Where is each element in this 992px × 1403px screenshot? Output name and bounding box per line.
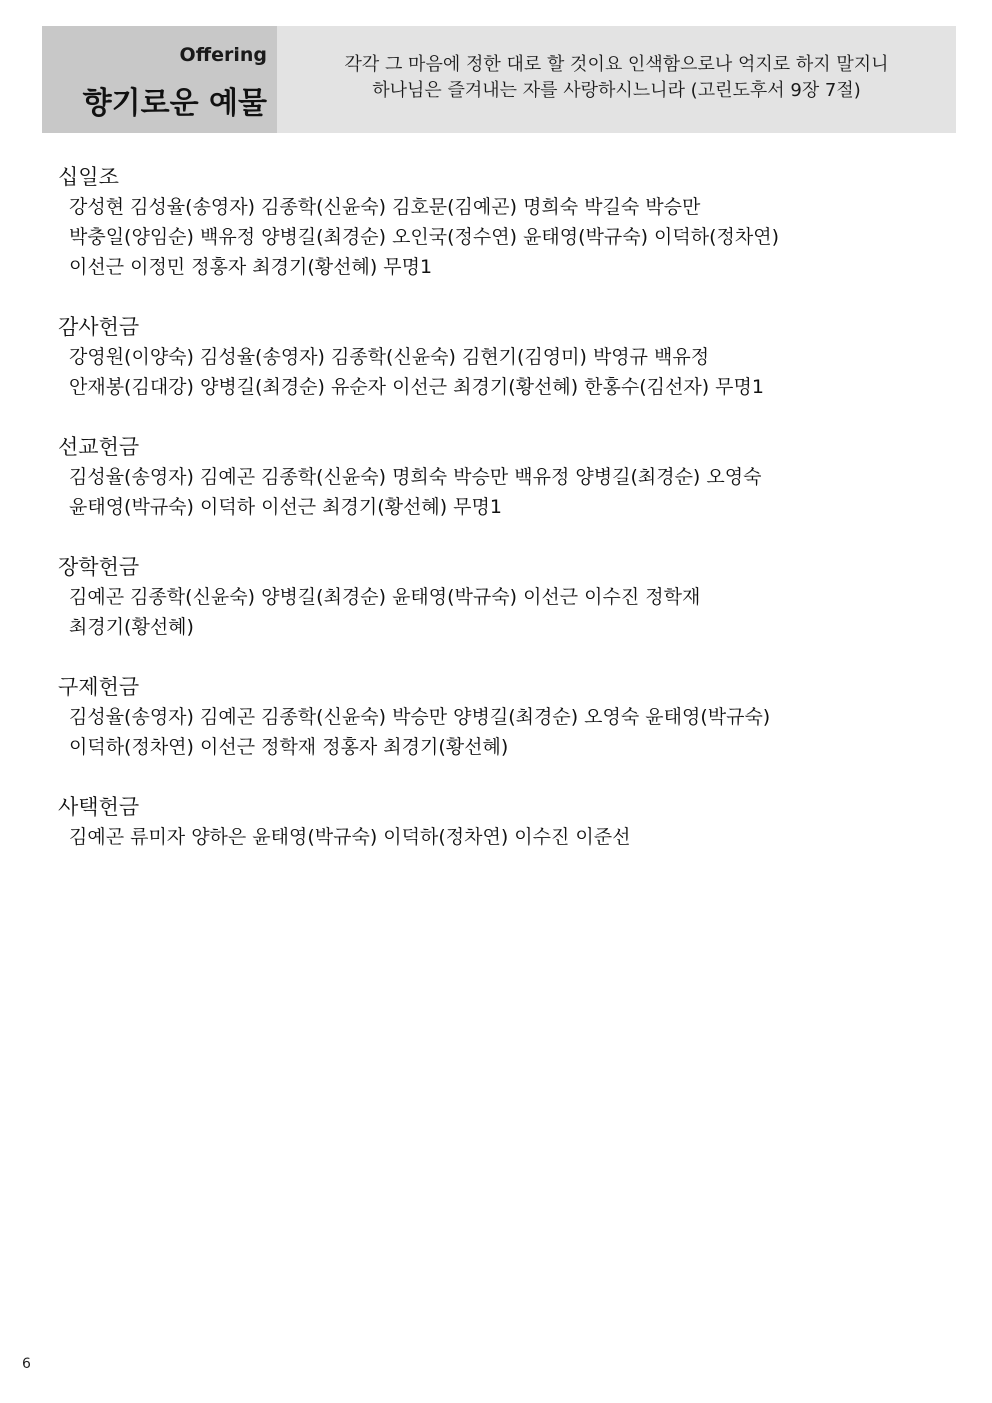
verse-line: 하나님은 즐겨내는 자를 사랑하시느니라 (고린도후서 9장 7절) — [372, 80, 861, 101]
names-block — [58, 462, 938, 522]
names-line: 김예곤 김종학(신윤숙) 양병길(최경순) 윤태영(박규숙) 이선근 이수진 정학재 — [69, 586, 701, 608]
names-line: 윤태영(박규숙) 이덕하 이선근 최경기(황선혜) 무명1 — [69, 496, 502, 518]
section-title: 감사헌금 — [58, 315, 140, 339]
header-verse — [277, 52, 956, 104]
names-line: 김성율(송영자) 김예곤 김종학(신윤숙) 명희숙 박승만 백유정 양병길(최경순) 오영숙 — [69, 466, 762, 488]
names-line: 이덕하(정차연) 이선근 정학재 정홍자 최경기(황선혜) — [69, 736, 509, 758]
verse-line: 각각 그 마음에 정한 대로 할 것이요 인색함으로나 억지로 하지 말지니 — [344, 54, 889, 75]
section-title: 사택헌금 — [58, 795, 140, 819]
section-title: 구제헌금 — [58, 675, 140, 699]
names-line: 이선근 이정민 정홍자 최경기(황선혜) 무명1 — [69, 256, 433, 278]
section-scholarship — [58, 552, 938, 642]
names-line: 안재봉(김대강) 양병길(최경순) 유순자 이선근 최경기(황선혜) 한홍수(김선자) 무명1 — [69, 376, 764, 398]
section-thanksgiving — [58, 312, 938, 402]
names-line: 김성율(송영자) 김예곤 김종학(신윤숙) 박승만 양병길(최경순) 오영숙 윤태영(박규숙) — [69, 706, 771, 728]
names-block — [58, 342, 938, 402]
header-title-en: Offering — [179, 44, 267, 66]
names-block — [58, 702, 938, 762]
section-relief — [58, 672, 938, 762]
header-title-block — [42, 26, 277, 133]
section-tithe — [58, 162, 938, 282]
section-parsonage — [58, 792, 938, 852]
header-title-ko: 향기로운 예물 — [82, 86, 267, 121]
page-number: 6 — [22, 1356, 31, 1372]
offering-list — [58, 162, 938, 882]
section-title: 십일조 — [58, 165, 119, 189]
names-line: 김예곤 류미자 양하은 윤태영(박규숙) 이덕하(정차연) 이수진 이준선 — [69, 826, 631, 848]
names-line: 강영원(이양숙) 김성율(송영자) 김종학(신윤숙) 김현기(김영미) 박영규 백유정 — [69, 346, 710, 368]
names-block — [58, 582, 938, 642]
section-title: 선교헌금 — [58, 435, 140, 459]
section-mission — [58, 432, 938, 522]
section-title: 장학헌금 — [58, 555, 140, 579]
names-line: 최경기(황선혜) — [69, 616, 194, 638]
names-line: 강성현 김성율(송영자) 김종학(신윤숙) 김호문(김예곤) 명희숙 박길숙 박승만 — [69, 196, 701, 218]
names-line: 박충일(양임순) 백유정 양병길(최경순) 오인국(정수연) 윤태영(박규숙) 이덕하(정차연) — [69, 226, 780, 248]
names-block — [58, 192, 938, 282]
names-block — [58, 822, 938, 852]
header-banner — [42, 26, 956, 133]
